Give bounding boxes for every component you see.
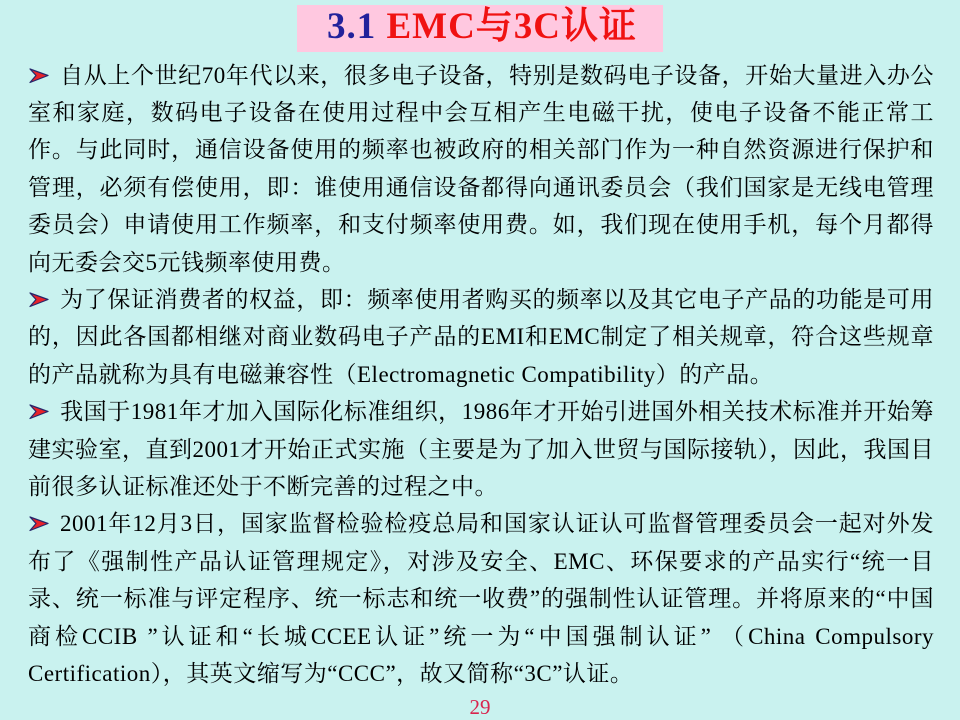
bullet-paragraph (28, 281, 934, 393)
page-number: 29 (469, 695, 491, 719)
slide-body (0, 52, 960, 693)
bullet-paragraph (28, 505, 934, 692)
title-row (0, 0, 960, 52)
bullet-text: 自从上个世纪70年代以来，很多电子设备，特别是数码电子设备，开始大量进入办公室和家庭，数码电子设备在使用过程中会互相产生电磁干扰，使电子设备不能正常工作。与此同时，通信设备使用的频率也被政府的相关部门作为一种自然资源进行保护和管理，必须有偿使用，即：谁使用通信设备都得向通讯委员会（我们国家是无线电管理委员会）申请使用工作频率，和支付频率使用费。如，我们现在使用手机，每个月都得向无委会交5元钱频率使用费。 (28, 62, 934, 275)
bullet-text: 2001年12月3日，国家监督检验检疫总局和国家认证认可监督管理委员会一起对外发布了《强制性产品认证管理规定》，对涉及安全、EMC、环保要求的产品实行“统一目录、统一标准与评定程序、统一标志和统一收费”的强制性认证管理。并将原来的“中国商检CCIB ”认证和“长城CCEE认证”统一为“中国强制认证” （China Compulsory Certification），其英文缩写为“CCC”，故又简称“3C”认证。 (28, 511, 934, 687)
arrowhead-bullet-icon (28, 515, 50, 532)
bullet-paragraph (28, 393, 934, 505)
bullet-text: 我国于1981年才加入国际化标准组织，1986年才开始引进国外相关技术标准并开始筹建实验室，直到2001才开始正式实施（主要是为了加入世贸与国际接轨），因此，我国目前很多认证标准还处于不断完善的过程之中。 (28, 399, 934, 500)
title-section-number: 3.1 (326, 6, 387, 47)
arrowhead-bullet-icon (28, 291, 50, 308)
page-title (297, 5, 663, 52)
arrowhead-bullet-icon (28, 67, 50, 84)
bullet-paragraph (28, 57, 934, 281)
bullet-text: 为了保证消费者的权益，即：频率使用者购买的频率以及其它电子产品的功能是可用的，因此各国都相继对商业数码电子产品的EMI和EMC制定了相关规章，符合这些规章的产品就称为具有电磁兼容性（Electromagnetic Compatibility）的产品。 (28, 286, 934, 387)
title-text: EMC与3C认证 (386, 6, 638, 47)
arrowhead-bullet-icon (28, 403, 50, 420)
